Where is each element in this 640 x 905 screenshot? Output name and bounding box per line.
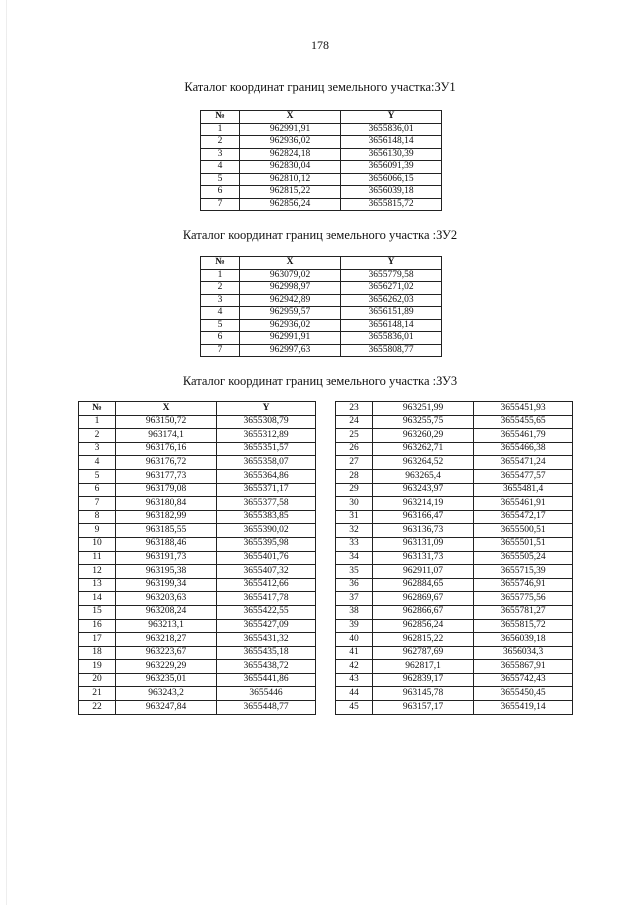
cell-y: 3655501,51 (474, 537, 573, 551)
cell-x: 963157,17 (373, 701, 474, 715)
table-header-row (201, 257, 442, 270)
table-row (336, 537, 573, 551)
cell-number: 2 (79, 429, 116, 443)
cell-y: 3655472,17 (474, 510, 573, 524)
table-row (336, 578, 573, 592)
cell-x: 963136,73 (373, 524, 474, 538)
cell-y: 3655836,01 (341, 123, 442, 136)
cell-x: 963262,71 (373, 442, 474, 456)
cell-number: 15 (79, 605, 116, 619)
table-row (79, 429, 316, 443)
cell-x: 963264,52 (373, 456, 474, 470)
cell-x: 962884,65 (373, 578, 474, 592)
cell-number: 36 (336, 578, 373, 592)
cell-y: 3655427,09 (217, 619, 316, 633)
table-row (79, 660, 316, 674)
table-header-row (79, 402, 316, 416)
cell-number: 5 (79, 469, 116, 483)
cell-number: 1 (79, 415, 116, 429)
table-row (79, 605, 316, 619)
table-zu3-left-body (79, 415, 316, 714)
cell-number: 30 (336, 497, 373, 511)
cell-x: 963166,47 (373, 510, 474, 524)
cell-number: 1 (201, 123, 240, 136)
table-row (201, 136, 442, 149)
cell-number: 28 (336, 469, 373, 483)
cell-y: 3656039,18 (474, 633, 573, 647)
cell-number: 23 (336, 402, 373, 416)
header-y: Y (341, 111, 442, 124)
table-zu1-body (201, 123, 442, 211)
cell-number: 33 (336, 537, 373, 551)
cell-number: 7 (201, 344, 240, 357)
cell-y: 3655500,51 (474, 524, 573, 538)
table-row (336, 456, 573, 470)
cell-number: 27 (336, 456, 373, 470)
cell-number: 9 (79, 524, 116, 538)
table-zu1 (200, 110, 442, 211)
cell-y: 3655461,79 (474, 429, 573, 443)
cell-number: 42 (336, 660, 373, 674)
table-row (79, 497, 316, 511)
cell-x: 963235,01 (116, 673, 217, 687)
table-header-row (201, 111, 442, 124)
table-row (79, 442, 316, 456)
cell-x: 962991,91 (240, 332, 341, 345)
table-row (336, 415, 573, 429)
table-row (201, 161, 442, 174)
cell-x: 962856,24 (240, 198, 341, 211)
cell-x: 962998,97 (240, 282, 341, 295)
cell-number: 37 (336, 592, 373, 606)
cell-y: 3656148,14 (341, 319, 442, 332)
table-row (79, 592, 316, 606)
cell-y: 3655431,32 (217, 633, 316, 647)
cell-number: 2 (201, 136, 240, 149)
table-row (336, 524, 573, 538)
table-row (79, 483, 316, 497)
table-zu2 (200, 256, 442, 357)
cell-x: 962959,57 (240, 307, 341, 320)
cell-number: 26 (336, 442, 373, 456)
table-row (79, 701, 316, 715)
cell-number: 35 (336, 565, 373, 579)
cell-x: 963223,67 (116, 646, 217, 660)
cell-x: 963177,73 (116, 469, 217, 483)
cell-y: 3655455,65 (474, 415, 573, 429)
cell-y: 3655435,18 (217, 646, 316, 660)
table-row (79, 537, 316, 551)
table-row (79, 619, 316, 633)
cell-x: 962830,04 (240, 161, 341, 174)
cell-y: 3656271,02 (341, 282, 442, 295)
cell-x: 962787,69 (373, 646, 474, 660)
cell-x: 963214,19 (373, 497, 474, 511)
cell-x: 962856,24 (373, 619, 474, 633)
table-row (336, 510, 573, 524)
cell-y: 3655450,45 (474, 687, 573, 701)
cell-x: 962911,07 (373, 565, 474, 579)
cell-number: 45 (336, 701, 373, 715)
title-zu2: Каталог координат границ земельного участка :ЗУ2 (182, 228, 458, 242)
title-zu1: Каталог координат границ земельного участка:ЗУ1 (184, 80, 456, 94)
title-zu3: Каталог координат границ земельного участка :ЗУ3 (182, 374, 458, 388)
cell-x: 963199,34 (116, 578, 217, 592)
page-number: 178 (311, 38, 329, 52)
cell-x: 962817,1 (373, 660, 474, 674)
cell-y: 3655383,85 (217, 510, 316, 524)
cell-y: 3655407,32 (217, 565, 316, 579)
cell-x: 962942,89 (240, 294, 341, 307)
cell-y: 3655461,91 (474, 497, 573, 511)
cell-x: 963131,73 (373, 551, 474, 565)
table-row (201, 123, 442, 136)
table-row (79, 687, 316, 701)
cell-x: 963179,08 (116, 483, 217, 497)
cell-x: 962936,02 (240, 319, 341, 332)
cell-number: 34 (336, 551, 373, 565)
table-row (201, 319, 442, 332)
table-row (336, 701, 573, 715)
cell-number: 7 (201, 198, 240, 211)
table-row (201, 186, 442, 199)
cell-x: 963243,2 (116, 687, 217, 701)
cell-x: 963079,02 (240, 269, 341, 282)
cell-y: 3655815,72 (474, 619, 573, 633)
cell-number: 1 (201, 269, 240, 282)
cell-y: 3655466,38 (474, 442, 573, 456)
cell-y: 3655775,56 (474, 592, 573, 606)
cell-y: 3655438,72 (217, 660, 316, 674)
cell-x: 962997,63 (240, 344, 341, 357)
table-row (79, 510, 316, 524)
cell-number: 18 (79, 646, 116, 660)
cell-x: 962810,12 (240, 173, 341, 186)
cell-y: 3656091,39 (341, 161, 442, 174)
table-row (201, 269, 442, 282)
cell-number: 20 (79, 673, 116, 687)
cell-number: 31 (336, 510, 373, 524)
table-row (336, 442, 573, 456)
cell-y: 3655746,91 (474, 578, 573, 592)
cell-y: 3655351,57 (217, 442, 316, 456)
table-row (336, 469, 573, 483)
cell-y: 3655446 (217, 687, 316, 701)
cell-number: 32 (336, 524, 373, 538)
cell-number: 2 (201, 282, 240, 295)
cell-y: 3655448,77 (217, 701, 316, 715)
cell-x: 963203,63 (116, 592, 217, 606)
cell-y: 3656262,03 (341, 294, 442, 307)
header-x: X (240, 257, 341, 270)
cell-x: 963243,97 (373, 483, 474, 497)
table-zu3-right (335, 401, 573, 715)
table-row (79, 524, 316, 538)
cell-y: 3656034,3 (474, 646, 573, 660)
cell-x: 963191,73 (116, 551, 217, 565)
cell-number: 44 (336, 687, 373, 701)
table-row (336, 483, 573, 497)
cell-x: 962991,91 (240, 123, 341, 136)
cell-number: 29 (336, 483, 373, 497)
table-row (79, 456, 316, 470)
cell-number: 14 (79, 592, 116, 606)
cell-number: 24 (336, 415, 373, 429)
table-row (79, 415, 316, 429)
cell-number: 17 (79, 633, 116, 647)
table-row (201, 294, 442, 307)
cell-x: 963260,29 (373, 429, 474, 443)
cell-y: 3655836,01 (341, 332, 442, 345)
table-row (201, 307, 442, 320)
cell-y: 3655781,27 (474, 605, 573, 619)
table-row (79, 633, 316, 647)
header-y: Y (341, 257, 442, 270)
cell-x: 962815,22 (240, 186, 341, 199)
cell-number: 3 (79, 442, 116, 456)
cell-x: 963247,84 (116, 701, 217, 715)
cell-y: 3655441,86 (217, 673, 316, 687)
cell-number: 41 (336, 646, 373, 660)
table-row (336, 429, 573, 443)
cell-x: 963185,55 (116, 524, 217, 538)
table-row (79, 551, 316, 565)
cell-y: 3655377,58 (217, 497, 316, 511)
cell-number: 8 (79, 510, 116, 524)
header-number: № (201, 111, 240, 124)
cell-x: 963131,09 (373, 537, 474, 551)
cell-number: 4 (201, 161, 240, 174)
cell-y: 3655412,66 (217, 578, 316, 592)
cell-number: 16 (79, 619, 116, 633)
cell-y: 3655742,43 (474, 673, 573, 687)
cell-number: 10 (79, 537, 116, 551)
cell-y: 3655364,86 (217, 469, 316, 483)
cell-y: 3655308,79 (217, 415, 316, 429)
table-zu3-right-body (336, 402, 573, 715)
cell-y: 3655715,39 (474, 565, 573, 579)
cell-x: 962815,22 (373, 633, 474, 647)
table-row (79, 469, 316, 483)
table-row (336, 592, 573, 606)
cell-number: 3 (201, 294, 240, 307)
cell-x: 963213,1 (116, 619, 217, 633)
cell-x: 963174,1 (116, 429, 217, 443)
header-x: X (116, 402, 217, 416)
cell-x: 962866,67 (373, 605, 474, 619)
header-y: Y (217, 402, 316, 416)
cell-y: 3655867,91 (474, 660, 573, 674)
table-row (201, 332, 442, 345)
header-number: № (79, 402, 116, 416)
cell-x: 963145,78 (373, 687, 474, 701)
cell-y: 3655505,24 (474, 551, 573, 565)
cell-number: 39 (336, 619, 373, 633)
cell-y: 3655808,77 (341, 344, 442, 357)
cell-y: 3655779,58 (341, 269, 442, 282)
cell-x: 963188,46 (116, 537, 217, 551)
cell-number: 5 (201, 173, 240, 186)
table-row (336, 565, 573, 579)
cell-y: 3655422,55 (217, 605, 316, 619)
cell-x: 963182,99 (116, 510, 217, 524)
table-row (336, 660, 573, 674)
cell-y: 3656148,14 (341, 136, 442, 149)
cell-y: 3655451,93 (474, 402, 573, 416)
cell-y: 3655395,98 (217, 537, 316, 551)
cell-number: 25 (336, 429, 373, 443)
cell-x: 963208,24 (116, 605, 217, 619)
table-row (336, 646, 573, 660)
cell-number: 21 (79, 687, 116, 701)
table-row (79, 565, 316, 579)
cell-x: 963218,27 (116, 633, 217, 647)
cell-x: 963229,29 (116, 660, 217, 674)
cell-y: 3655477,57 (474, 469, 573, 483)
table-row (336, 673, 573, 687)
table-row (336, 687, 573, 701)
table-row (79, 578, 316, 592)
cell-y: 3655419,14 (474, 701, 573, 715)
cell-number: 7 (79, 497, 116, 511)
cell-y: 3655390,02 (217, 524, 316, 538)
table-row (201, 148, 442, 161)
cell-number: 11 (79, 551, 116, 565)
table-row (79, 646, 316, 660)
table-row (79, 673, 316, 687)
table-row (336, 551, 573, 565)
cell-y: 3655815,72 (341, 198, 442, 211)
cell-x: 963176,16 (116, 442, 217, 456)
table-row (201, 173, 442, 186)
cell-x: 963265,4 (373, 469, 474, 483)
cell-x: 962839,17 (373, 673, 474, 687)
table-row (336, 497, 573, 511)
table-row (201, 282, 442, 295)
cell-number: 4 (201, 307, 240, 320)
cell-number: 40 (336, 633, 373, 647)
cell-x: 963180,84 (116, 497, 217, 511)
cell-number: 3 (201, 148, 240, 161)
cell-y: 3655358,07 (217, 456, 316, 470)
table-row (336, 633, 573, 647)
cell-x: 962936,02 (240, 136, 341, 149)
cell-number: 38 (336, 605, 373, 619)
cell-y: 3656130,39 (341, 148, 442, 161)
table-row (336, 605, 573, 619)
header-number: № (201, 257, 240, 270)
cell-y: 3655417,78 (217, 592, 316, 606)
cell-x: 963255,75 (373, 415, 474, 429)
cell-x: 962824,18 (240, 148, 341, 161)
cell-y: 3655312,89 (217, 429, 316, 443)
cell-x: 963150,72 (116, 415, 217, 429)
table-zu2-body (201, 269, 442, 357)
cell-y: 3655371,17 (217, 483, 316, 497)
cell-number: 5 (201, 319, 240, 332)
cell-number: 22 (79, 701, 116, 715)
cell-x: 963176,72 (116, 456, 217, 470)
cell-y: 3656066,15 (341, 173, 442, 186)
cell-x: 963251,99 (373, 402, 474, 416)
cell-number: 6 (201, 332, 240, 345)
scan-edge (6, 0, 7, 905)
cell-number: 19 (79, 660, 116, 674)
cell-y: 3655401,76 (217, 551, 316, 565)
table-row (201, 344, 442, 357)
cell-number: 12 (79, 565, 116, 579)
cell-number: 6 (79, 483, 116, 497)
cell-number: 13 (79, 578, 116, 592)
cell-number: 43 (336, 673, 373, 687)
header-x: X (240, 111, 341, 124)
cell-number: 4 (79, 456, 116, 470)
cell-number: 6 (201, 186, 240, 199)
table-row (201, 198, 442, 211)
cell-x: 962869,67 (373, 592, 474, 606)
table-row (336, 619, 573, 633)
table-row (336, 402, 573, 416)
cell-y: 3656039,18 (341, 186, 442, 199)
cell-y: 3656151,89 (341, 307, 442, 320)
table-zu3-left (78, 401, 316, 715)
cell-y: 3655471,24 (474, 456, 573, 470)
cell-x: 963195,38 (116, 565, 217, 579)
cell-y: 3655481,4 (474, 483, 573, 497)
